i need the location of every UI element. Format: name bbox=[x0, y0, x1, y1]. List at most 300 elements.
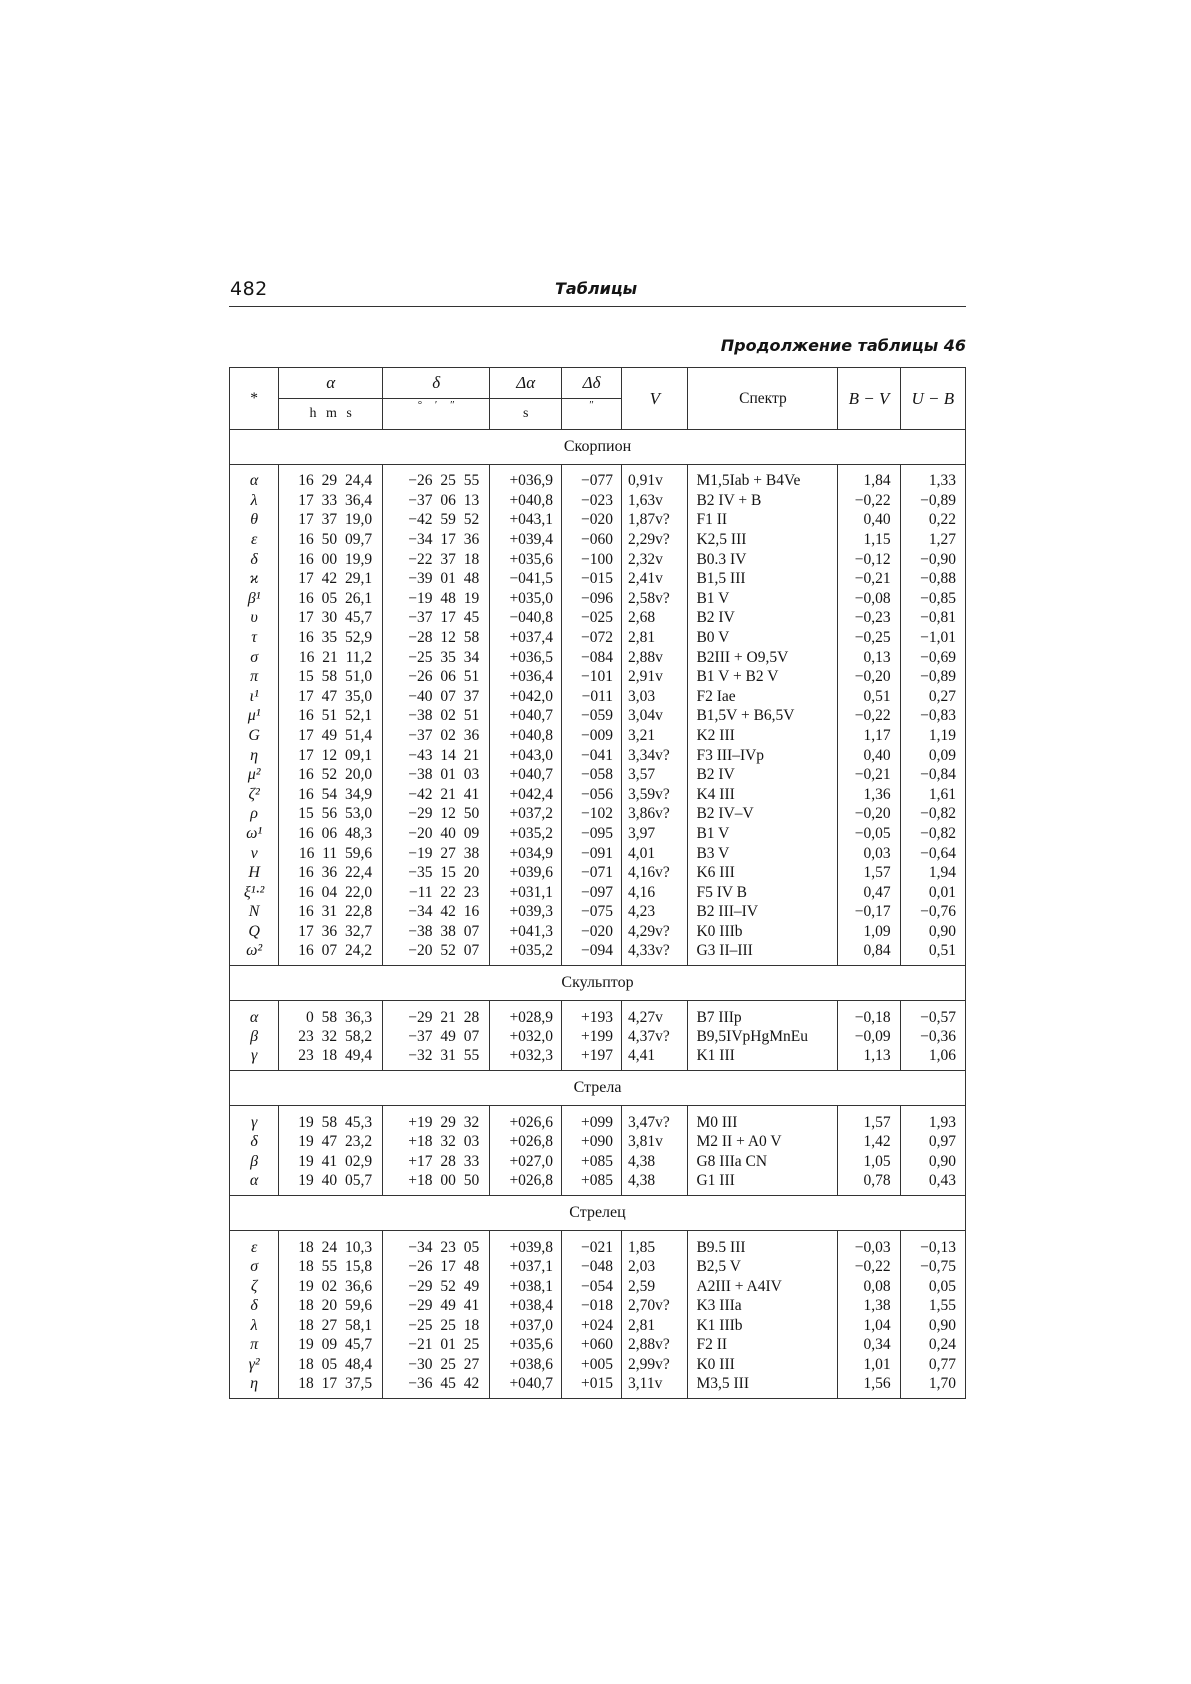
star-designation: ξ¹·² bbox=[230, 882, 279, 902]
u-b-color: −0,69 bbox=[900, 647, 965, 667]
b-v-color: 1,04 bbox=[838, 1316, 900, 1336]
delta-ra: +028,9 bbox=[490, 1007, 562, 1027]
delta-dec: −015 bbox=[562, 569, 622, 589]
declination: −37 49 07 bbox=[383, 1027, 490, 1047]
star-designation: γ² bbox=[230, 1355, 279, 1375]
delta-dec: −009 bbox=[562, 726, 622, 746]
b-v-color: −0,20 bbox=[838, 667, 900, 687]
delta-ra: +036,4 bbox=[490, 667, 562, 687]
b-v-color: −0,22 bbox=[838, 491, 900, 511]
header-spectrum: Спектр bbox=[688, 368, 838, 430]
v-magnitude: 2,41v bbox=[622, 569, 688, 589]
star-designation: Q bbox=[230, 922, 279, 942]
delta-dec: +024 bbox=[562, 1316, 622, 1336]
running-title: Таблицы bbox=[555, 279, 638, 298]
table-row bbox=[230, 902, 966, 922]
star-designation: ι¹ bbox=[230, 687, 279, 707]
table-row bbox=[230, 510, 966, 530]
v-magnitude: 4,41 bbox=[622, 1046, 688, 1071]
u-b-color: 1,06 bbox=[900, 1046, 965, 1071]
b-v-color: 0,51 bbox=[838, 687, 900, 707]
table-row bbox=[230, 667, 966, 687]
spectral-class: M3,5 III bbox=[688, 1374, 838, 1399]
delta-ra: +037,0 bbox=[490, 1316, 562, 1336]
star-designation: λ bbox=[230, 1316, 279, 1336]
delta-dec: −048 bbox=[562, 1257, 622, 1277]
v-magnitude: 3,04v bbox=[622, 706, 688, 726]
star-catalog-table bbox=[229, 367, 966, 1399]
delta-dec: −091 bbox=[562, 843, 622, 863]
spectral-class: K3 IIIa bbox=[688, 1296, 838, 1316]
declination: −35 15 20 bbox=[383, 863, 490, 883]
right-ascension: 16 35 52,9 bbox=[279, 628, 383, 648]
delta-dec: −054 bbox=[562, 1276, 622, 1296]
b-v-color: 0,34 bbox=[838, 1335, 900, 1355]
star-designation: N bbox=[230, 902, 279, 922]
delta-ra: +039,6 bbox=[490, 863, 562, 883]
constellation-name: Скульптор bbox=[230, 966, 966, 1001]
delta-ra: −040,8 bbox=[490, 608, 562, 628]
table-row bbox=[230, 785, 966, 805]
star-designation: γ bbox=[230, 1112, 279, 1132]
table-row bbox=[230, 941, 966, 966]
declination: −38 02 51 bbox=[383, 706, 490, 726]
v-magnitude: 1,85 bbox=[622, 1237, 688, 1257]
u-b-color: −0,57 bbox=[900, 1007, 965, 1027]
spectral-class: G3 II–III bbox=[688, 941, 838, 966]
spectral-class: B1,5V + B6,5V bbox=[688, 706, 838, 726]
star-designation: β bbox=[230, 1152, 279, 1172]
delta-dec: −020 bbox=[562, 510, 622, 530]
v-magnitude: 3,21 bbox=[622, 726, 688, 746]
v-magnitude: 2,88v bbox=[622, 647, 688, 667]
table-row bbox=[230, 530, 966, 550]
b-v-color: −0,21 bbox=[838, 765, 900, 785]
header-delta-dec: Δδ bbox=[562, 368, 622, 399]
delta-dec: +005 bbox=[562, 1355, 622, 1375]
declination: −39 01 48 bbox=[383, 569, 490, 589]
v-magnitude: 2,88v? bbox=[622, 1335, 688, 1355]
delta-ra: +037,4 bbox=[490, 628, 562, 648]
declination: −19 27 38 bbox=[383, 843, 490, 863]
declination: −34 17 36 bbox=[383, 530, 490, 550]
constellation-name: Стрелец bbox=[230, 1196, 966, 1231]
b-v-color: −0,25 bbox=[838, 628, 900, 648]
constellation-name: Стрела bbox=[230, 1071, 966, 1106]
spectral-class: K1 III bbox=[688, 1046, 838, 1071]
b-v-color: 1,57 bbox=[838, 863, 900, 883]
right-ascension: 16 36 22,4 bbox=[279, 863, 383, 883]
star-designation: ζ bbox=[230, 1276, 279, 1296]
right-ascension: 17 47 35,0 bbox=[279, 687, 383, 707]
delta-dec: −058 bbox=[562, 765, 622, 785]
b-v-color: 0,47 bbox=[838, 882, 900, 902]
spectral-class: K0 III bbox=[688, 1355, 838, 1375]
b-v-color: −0,21 bbox=[838, 569, 900, 589]
delta-dec: −011 bbox=[562, 687, 622, 707]
right-ascension: 19 58 45,3 bbox=[279, 1112, 383, 1132]
spectral-class: K2 III bbox=[688, 726, 838, 746]
u-b-color: −0,13 bbox=[900, 1237, 965, 1257]
declination: −42 21 41 bbox=[383, 785, 490, 805]
right-ascension: 17 37 19,0 bbox=[279, 510, 383, 530]
star-designation: λ bbox=[230, 491, 279, 511]
declination: −43 14 21 bbox=[383, 745, 490, 765]
spectral-class: F1 II bbox=[688, 510, 838, 530]
u-b-color: 0,27 bbox=[900, 687, 965, 707]
b-v-color: −0,09 bbox=[838, 1027, 900, 1047]
header-delta-dec-unit: ″ bbox=[562, 399, 622, 430]
u-b-color: −0,83 bbox=[900, 706, 965, 726]
v-magnitude: 4,01 bbox=[622, 843, 688, 863]
u-b-color: −0,82 bbox=[900, 804, 965, 824]
table-row bbox=[230, 569, 966, 589]
star-designation: ω¹ bbox=[230, 824, 279, 844]
u-b-color: −0,64 bbox=[900, 843, 965, 863]
right-ascension: 15 58 51,0 bbox=[279, 667, 383, 687]
u-b-color: −0,90 bbox=[900, 549, 965, 569]
star-designation: α bbox=[230, 1171, 279, 1196]
declination: +19 29 32 bbox=[383, 1112, 490, 1132]
u-b-color: −1,01 bbox=[900, 628, 965, 648]
right-ascension: 17 30 45,7 bbox=[279, 608, 383, 628]
v-magnitude: 4,23 bbox=[622, 902, 688, 922]
delta-dec: −059 bbox=[562, 706, 622, 726]
star-designation: μ¹ bbox=[230, 706, 279, 726]
star-designation: θ bbox=[230, 510, 279, 530]
delta-dec: −075 bbox=[562, 902, 622, 922]
delta-ra: +043,1 bbox=[490, 510, 562, 530]
b-v-color: 1,09 bbox=[838, 922, 900, 942]
u-b-color: −0,89 bbox=[900, 491, 965, 511]
b-v-color: 1,15 bbox=[838, 530, 900, 550]
delta-ra: +035,6 bbox=[490, 549, 562, 569]
u-b-color: 0,77 bbox=[900, 1355, 965, 1375]
header-delta-ra-unit: s bbox=[490, 399, 562, 430]
declination: −25 25 18 bbox=[383, 1316, 490, 1336]
b-v-color: 1,57 bbox=[838, 1112, 900, 1132]
u-b-color: 1,27 bbox=[900, 530, 965, 550]
spectral-class: F3 III–IVp bbox=[688, 745, 838, 765]
delta-ra: +041,3 bbox=[490, 922, 562, 942]
delta-ra: +035,0 bbox=[490, 589, 562, 609]
right-ascension: 16 21 11,2 bbox=[279, 647, 383, 667]
spectral-class: G1 III bbox=[688, 1171, 838, 1196]
table-body bbox=[230, 430, 966, 1399]
table-header bbox=[230, 368, 966, 430]
b-v-color: 1,13 bbox=[838, 1046, 900, 1071]
delta-ra: +027,0 bbox=[490, 1152, 562, 1172]
b-v-color: 1,42 bbox=[838, 1132, 900, 1152]
u-b-color: 0,01 bbox=[900, 882, 965, 902]
delta-dec: −023 bbox=[562, 491, 622, 511]
spectral-class: M2 II + A0 V bbox=[688, 1132, 838, 1152]
b-v-color: 1,38 bbox=[838, 1296, 900, 1316]
b-v-color: −0,18 bbox=[838, 1007, 900, 1027]
v-magnitude: 2,70v? bbox=[622, 1296, 688, 1316]
table-row bbox=[230, 824, 966, 844]
right-ascension: 23 18 49,4 bbox=[279, 1046, 383, 1071]
table-row bbox=[230, 1374, 966, 1399]
table-row bbox=[230, 1237, 966, 1257]
right-ascension: 16 05 26,1 bbox=[279, 589, 383, 609]
delta-dec: −060 bbox=[562, 530, 622, 550]
b-v-color: 0,13 bbox=[838, 647, 900, 667]
table-row bbox=[230, 549, 966, 569]
star-designation: G bbox=[230, 726, 279, 746]
delta-ra: +042,4 bbox=[490, 785, 562, 805]
v-magnitude: 2,03 bbox=[622, 1257, 688, 1277]
declination: −19 48 19 bbox=[383, 589, 490, 609]
delta-dec: −102 bbox=[562, 804, 622, 824]
right-ascension: 16 07 24,2 bbox=[279, 941, 383, 966]
table-row bbox=[230, 628, 966, 648]
u-b-color: −0,89 bbox=[900, 667, 965, 687]
v-magnitude: 3,59v? bbox=[622, 785, 688, 805]
table-row bbox=[230, 1132, 966, 1152]
spectral-class: K0 IIIb bbox=[688, 922, 838, 942]
declination: −29 21 28 bbox=[383, 1007, 490, 1027]
delta-ra: +032,0 bbox=[490, 1027, 562, 1047]
spectral-class: B2 III–IV bbox=[688, 902, 838, 922]
right-ascension: 19 47 23,2 bbox=[279, 1132, 383, 1152]
v-magnitude: 4,16 bbox=[622, 882, 688, 902]
u-b-color: 1,55 bbox=[900, 1296, 965, 1316]
declination: −26 25 55 bbox=[383, 471, 490, 491]
spectral-class: B2 IV–V bbox=[688, 804, 838, 824]
right-ascension: 17 42 29,1 bbox=[279, 569, 383, 589]
b-v-color: −0,17 bbox=[838, 902, 900, 922]
u-b-color: −0,75 bbox=[900, 1257, 965, 1277]
table-row bbox=[230, 589, 966, 609]
declination: −26 06 51 bbox=[383, 667, 490, 687]
right-ascension: 18 24 10,3 bbox=[279, 1237, 383, 1257]
v-magnitude: 2,58v? bbox=[622, 589, 688, 609]
right-ascension: 16 04 22,0 bbox=[279, 882, 383, 902]
right-ascension: 19 41 02,9 bbox=[279, 1152, 383, 1172]
star-designation: σ bbox=[230, 647, 279, 667]
b-v-color: −0,22 bbox=[838, 1257, 900, 1277]
delta-dec: −056 bbox=[562, 785, 622, 805]
star-designation: β bbox=[230, 1027, 279, 1047]
u-b-color: 1,61 bbox=[900, 785, 965, 805]
right-ascension: 16 50 09,7 bbox=[279, 530, 383, 550]
v-magnitude: 2,68 bbox=[622, 608, 688, 628]
right-ascension: 18 17 37,5 bbox=[279, 1374, 383, 1399]
declination: +18 00 50 bbox=[383, 1171, 490, 1196]
u-b-color: −0,81 bbox=[900, 608, 965, 628]
v-magnitude: 0,91v bbox=[622, 471, 688, 491]
declination: −11 22 23 bbox=[383, 882, 490, 902]
header-ra: α bbox=[279, 368, 383, 399]
v-magnitude: 4,38 bbox=[622, 1152, 688, 1172]
spectral-class: B2,5 V bbox=[688, 1257, 838, 1277]
u-b-color: 0,97 bbox=[900, 1132, 965, 1152]
table-continuation-caption: Продолжение таблицы 46 bbox=[720, 336, 966, 355]
right-ascension: 23 32 58,2 bbox=[279, 1027, 383, 1047]
star-designation: ε bbox=[230, 1237, 279, 1257]
star-designation: ρ bbox=[230, 804, 279, 824]
b-v-color: 1,17 bbox=[838, 726, 900, 746]
b-v-color: 0,40 bbox=[838, 745, 900, 765]
star-designation: π bbox=[230, 1335, 279, 1355]
delta-dec: −097 bbox=[562, 882, 622, 902]
constellation-header-row bbox=[230, 1196, 966, 1231]
delta-dec: +193 bbox=[562, 1007, 622, 1027]
right-ascension: 16 31 22,8 bbox=[279, 902, 383, 922]
v-magnitude: 3,03 bbox=[622, 687, 688, 707]
star-designation: β¹ bbox=[230, 589, 279, 609]
v-magnitude: 3,86v? bbox=[622, 804, 688, 824]
delta-dec: +197 bbox=[562, 1046, 622, 1071]
declination: −38 01 03 bbox=[383, 765, 490, 785]
v-magnitude: 2,91v bbox=[622, 667, 688, 687]
delta-ra: +040,7 bbox=[490, 1374, 562, 1399]
declination: −37 02 36 bbox=[383, 726, 490, 746]
delta-ra: +043,0 bbox=[490, 745, 562, 765]
v-magnitude: 2,81 bbox=[622, 628, 688, 648]
v-magnitude: 4,29v? bbox=[622, 922, 688, 942]
right-ascension: 17 36 32,7 bbox=[279, 922, 383, 942]
table-row bbox=[230, 491, 966, 511]
star-designation: δ bbox=[230, 1132, 279, 1152]
declination: −28 12 58 bbox=[383, 628, 490, 648]
right-ascension: 17 49 51,4 bbox=[279, 726, 383, 746]
b-v-color: −0,22 bbox=[838, 706, 900, 726]
delta-dec: −041 bbox=[562, 745, 622, 765]
declination: −30 25 27 bbox=[383, 1355, 490, 1375]
u-b-color: −0,85 bbox=[900, 589, 965, 609]
delta-dec: +085 bbox=[562, 1152, 622, 1172]
table-row bbox=[230, 687, 966, 707]
table-row bbox=[230, 608, 966, 628]
declination: −22 37 18 bbox=[383, 549, 490, 569]
delta-ra: +039,8 bbox=[490, 1237, 562, 1257]
declination: −40 07 37 bbox=[383, 687, 490, 707]
u-b-color: 1,93 bbox=[900, 1112, 965, 1132]
table-row bbox=[230, 1007, 966, 1027]
header-rule bbox=[229, 306, 966, 307]
header-dec: δ bbox=[383, 368, 490, 399]
right-ascension: 16 00 19,9 bbox=[279, 549, 383, 569]
declination: −20 40 09 bbox=[383, 824, 490, 844]
b-v-color: −0,05 bbox=[838, 824, 900, 844]
table-row bbox=[230, 1276, 966, 1296]
v-magnitude: 3,47v? bbox=[622, 1112, 688, 1132]
star-designation: π bbox=[230, 667, 279, 687]
table-row bbox=[230, 471, 966, 491]
v-magnitude: 4,37v? bbox=[622, 1027, 688, 1047]
declination: −34 23 05 bbox=[383, 1237, 490, 1257]
spectral-class: B1,5 III bbox=[688, 569, 838, 589]
table-row bbox=[230, 1296, 966, 1316]
delta-ra: +035,6 bbox=[490, 1335, 562, 1355]
spectral-class: K4 III bbox=[688, 785, 838, 805]
delta-ra: +036,9 bbox=[490, 471, 562, 491]
delta-ra: +036,5 bbox=[490, 647, 562, 667]
header-star: * bbox=[230, 368, 279, 430]
table-row bbox=[230, 706, 966, 726]
delta-ra: +037,2 bbox=[490, 804, 562, 824]
declination: +17 28 33 bbox=[383, 1152, 490, 1172]
delta-ra: +039,4 bbox=[490, 530, 562, 550]
b-v-color: −0,12 bbox=[838, 549, 900, 569]
b-v-color: 0,08 bbox=[838, 1276, 900, 1296]
declination: −29 12 50 bbox=[383, 804, 490, 824]
b-v-color: −0,08 bbox=[838, 589, 900, 609]
delta-ra: +040,8 bbox=[490, 726, 562, 746]
u-b-color: 0,51 bbox=[900, 941, 965, 966]
declination: +18 32 03 bbox=[383, 1132, 490, 1152]
page-number: 482 bbox=[230, 278, 268, 300]
b-v-color: 1,56 bbox=[838, 1374, 900, 1399]
u-b-color: −0,76 bbox=[900, 902, 965, 922]
delta-ra: +038,6 bbox=[490, 1355, 562, 1375]
delta-ra: +031,1 bbox=[490, 882, 562, 902]
constellation-name: Скорпион bbox=[230, 430, 966, 465]
right-ascension: 18 20 59,6 bbox=[279, 1296, 383, 1316]
spectral-class: B9.5 III bbox=[688, 1237, 838, 1257]
header-b-v: B − V bbox=[838, 368, 900, 430]
constellation-header-row bbox=[230, 430, 966, 465]
delta-ra: +040,7 bbox=[490, 706, 562, 726]
u-b-color: −0,82 bbox=[900, 824, 965, 844]
right-ascension: 18 27 58,1 bbox=[279, 1316, 383, 1336]
declination: −42 59 52 bbox=[383, 510, 490, 530]
b-v-color: 0,40 bbox=[838, 510, 900, 530]
right-ascension: 19 09 45,7 bbox=[279, 1335, 383, 1355]
spectral-class: K1 IIIb bbox=[688, 1316, 838, 1336]
star-designation: γ bbox=[230, 1046, 279, 1071]
v-magnitude: 2,29v? bbox=[622, 530, 688, 550]
right-ascension: 16 06 48,3 bbox=[279, 824, 383, 844]
delta-ra: +042,0 bbox=[490, 687, 562, 707]
delta-ra: +037,1 bbox=[490, 1257, 562, 1277]
spectral-class: A2III + A4IV bbox=[688, 1276, 838, 1296]
delta-ra: +034,9 bbox=[490, 843, 562, 863]
u-b-color: 0,09 bbox=[900, 745, 965, 765]
table-row bbox=[230, 1257, 966, 1277]
u-b-color: 0,05 bbox=[900, 1276, 965, 1296]
right-ascension: 19 02 36,6 bbox=[279, 1276, 383, 1296]
spectral-class: M0 III bbox=[688, 1112, 838, 1132]
v-magnitude: 3,57 bbox=[622, 765, 688, 785]
table-row bbox=[230, 1112, 966, 1132]
delta-dec: −077 bbox=[562, 471, 622, 491]
b-v-color: 0,03 bbox=[838, 843, 900, 863]
u-b-color: −0,84 bbox=[900, 765, 965, 785]
spectral-class: F2 Iae bbox=[688, 687, 838, 707]
u-b-color: 1,33 bbox=[900, 471, 965, 491]
right-ascension: 16 29 24,4 bbox=[279, 471, 383, 491]
right-ascension: 15 56 53,0 bbox=[279, 804, 383, 824]
v-magnitude: 4,16v? bbox=[622, 863, 688, 883]
spectral-class: B1 V bbox=[688, 589, 838, 609]
b-v-color: 1,01 bbox=[838, 1355, 900, 1375]
b-v-color: 1,84 bbox=[838, 471, 900, 491]
table-row bbox=[230, 745, 966, 765]
table-row bbox=[230, 726, 966, 746]
b-v-color: 0,84 bbox=[838, 941, 900, 966]
right-ascension: 16 11 59,6 bbox=[279, 843, 383, 863]
delta-dec: −072 bbox=[562, 628, 622, 648]
star-designation: σ bbox=[230, 1257, 279, 1277]
u-b-color: 1,94 bbox=[900, 863, 965, 883]
table-row bbox=[230, 647, 966, 667]
delta-ra: +040,8 bbox=[490, 491, 562, 511]
table-row bbox=[230, 922, 966, 942]
constellation-header-row bbox=[230, 1071, 966, 1106]
